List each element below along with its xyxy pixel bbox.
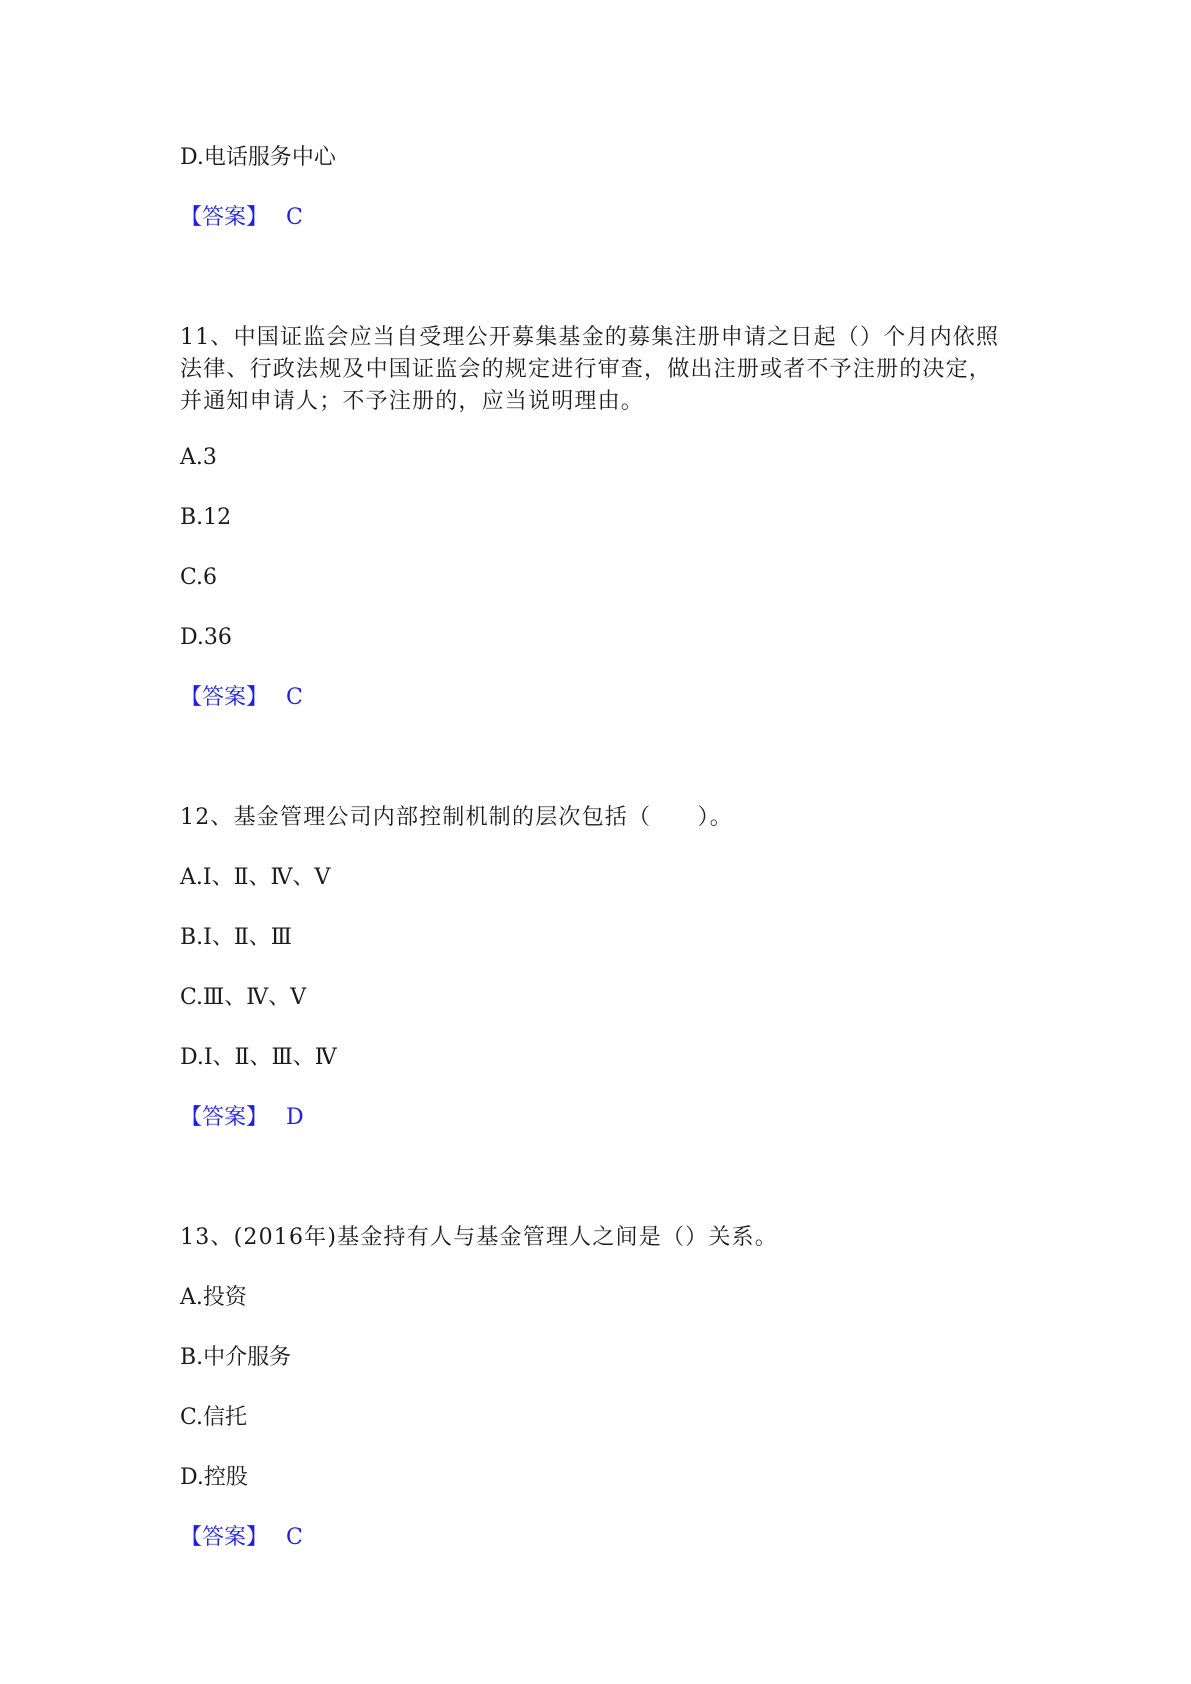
answer-tag: 【答案】	[180, 685, 269, 710]
option-d: D.Ⅰ、Ⅱ、Ⅲ、Ⅳ	[180, 1045, 337, 1070]
question-text: 12、基金管理公司内部控制机制的层次包括（ ）。	[180, 805, 733, 830]
answer-line	[180, 1102, 304, 1134]
option-d: D.控股	[180, 1465, 248, 1490]
answer-tag: 【答案】	[180, 1525, 269, 1550]
option-b: B.Ⅰ、Ⅱ、Ⅲ	[180, 925, 293, 950]
option-d: D.36	[180, 625, 232, 650]
option-a: A.投资	[180, 1285, 247, 1310]
answer-value: C	[286, 205, 303, 230]
option-c: C.Ⅲ、Ⅳ、Ⅴ	[180, 985, 307, 1010]
option-a: A.Ⅰ、Ⅱ、Ⅳ、Ⅴ	[180, 865, 331, 890]
answer-value: C	[286, 685, 303, 710]
option-c: C.信托	[180, 1405, 248, 1430]
answer-tag: 【答案】	[180, 1105, 269, 1130]
answer-tag: 【答案】	[180, 205, 269, 230]
answer-line	[180, 682, 303, 714]
option-b: B.12	[180, 505, 232, 530]
question-text: 11、中国证监会应当自受理公开募集基金的募集注册申请之日起（）个月内依照法律、行政法规及中国证监会的规定进行审查，做出注册或者不予注册的决定，并通知申请人；不予注册的，应当说明理由。	[180, 325, 1000, 414]
option-a: A.3	[180, 445, 217, 470]
answer-line	[180, 1522, 303, 1554]
answer-line	[180, 202, 303, 234]
answer-value: C	[286, 1525, 303, 1550]
answer-value: D	[286, 1105, 304, 1130]
option-d: D.电话服务中心	[180, 145, 336, 170]
option-b: B.中介服务	[180, 1345, 292, 1370]
question-text: 13、(2016年)基金持有人与基金管理人之间是（）关系。	[180, 1225, 778, 1250]
option-c: C.6	[180, 565, 218, 590]
